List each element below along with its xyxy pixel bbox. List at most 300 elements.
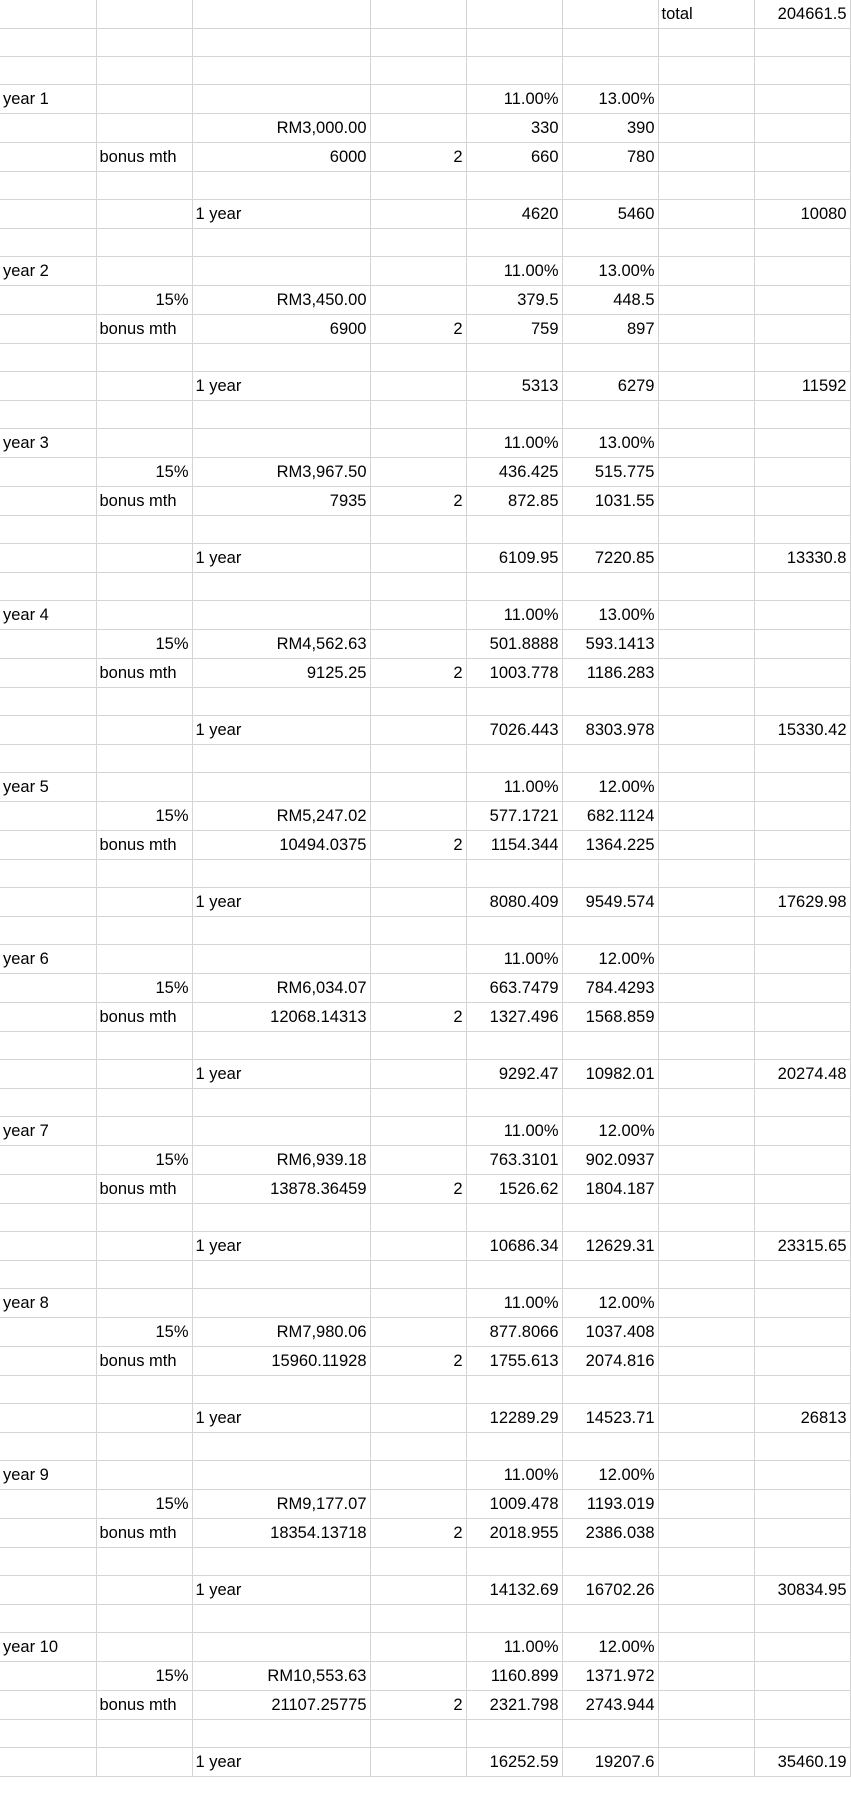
sheet-cell[interactable]: 11.00% [466,773,562,802]
sheet-cell[interactable] [96,1261,192,1289]
sheet-cell[interactable] [0,888,96,917]
sheet-cell[interactable] [658,1691,754,1720]
sheet-cell[interactable] [370,1318,466,1347]
sheet-cell[interactable] [658,1261,754,1289]
sheet-cell[interactable] [370,1146,466,1175]
sheet-cell[interactable] [370,1433,466,1461]
sheet-cell[interactable] [466,229,562,257]
sheet-cell[interactable] [96,716,192,745]
sheet-cell[interactable] [466,172,562,200]
sheet-cell[interactable] [562,860,658,888]
sheet-cell[interactable] [96,172,192,200]
sheet-cell[interactable] [658,1404,754,1433]
sheet-cell[interactable]: 1 year [192,716,370,745]
sheet-cell[interactable] [96,1720,192,1748]
sheet-cell[interactable] [754,1089,850,1117]
sheet-cell[interactable] [370,802,466,831]
sheet-cell[interactable] [754,1519,850,1548]
sheet-cell[interactable]: 2 [370,1347,466,1376]
sheet-cell[interactable]: year 7 [0,1117,96,1146]
sheet-cell[interactable] [0,1433,96,1461]
sheet-cell[interactable] [658,860,754,888]
sheet-cell[interactable]: 1568.859 [562,1003,658,1032]
sheet-cell[interactable] [754,1691,850,1720]
sheet-cell[interactable] [0,1089,96,1117]
sheet-cell[interactable]: 21107.25775 [192,1691,370,1720]
sheet-cell[interactable]: 1 year [192,372,370,401]
sheet-cell[interactable]: 1 year [192,888,370,917]
sheet-cell[interactable] [192,344,370,372]
sheet-cell[interactable] [658,1605,754,1633]
sheet-cell[interactable] [658,1146,754,1175]
sheet-cell[interactable]: 13.00% [562,85,658,114]
sheet-cell[interactable]: 14523.71 [562,1404,658,1433]
sheet-cell[interactable] [0,57,96,85]
sheet-cell[interactable] [0,401,96,429]
sheet-cell[interactable]: 23315.65 [754,1232,850,1261]
sheet-cell[interactable] [754,573,850,601]
sheet-cell[interactable] [466,1376,562,1404]
sheet-cell[interactable] [562,0,658,29]
sheet-cell[interactable] [754,1662,850,1691]
sheet-cell[interactable] [192,1117,370,1146]
sheet-cell[interactable]: 11.00% [466,1289,562,1318]
sheet-cell[interactable] [96,573,192,601]
sheet-cell[interactable] [658,143,754,172]
sheet-cell[interactable]: 15% [96,1146,192,1175]
sheet-cell[interactable] [562,1204,658,1232]
sheet-cell[interactable] [658,1347,754,1376]
sheet-cell[interactable]: 204661.5 [754,0,850,29]
sheet-cell[interactable] [370,429,466,458]
sheet-cell[interactable] [754,1633,850,1662]
sheet-cell[interactable] [370,57,466,85]
sheet-cell[interactable] [754,917,850,945]
sheet-cell[interactable] [0,1376,96,1404]
sheet-cell[interactable] [192,85,370,114]
sheet-cell[interactable] [754,257,850,286]
sheet-cell[interactable]: 15% [96,630,192,659]
sheet-cell[interactable] [658,57,754,85]
sheet-cell[interactable] [192,917,370,945]
sheet-cell[interactable] [466,29,562,57]
sheet-cell[interactable] [754,1461,850,1490]
sheet-cell[interactable] [754,458,850,487]
sheet-cell[interactable] [0,1576,96,1605]
sheet-cell[interactable] [96,688,192,716]
sheet-cell[interactable]: 6109.95 [466,544,562,573]
sheet-cell[interactable]: 2 [370,487,466,516]
sheet-cell[interactable] [96,544,192,573]
sheet-cell[interactable]: 902.0937 [562,1146,658,1175]
sheet-cell[interactable] [658,1433,754,1461]
sheet-cell[interactable] [0,114,96,143]
sheet-cell[interactable] [96,945,192,974]
sheet-cell[interactable] [192,0,370,29]
sheet-cell[interactable] [96,1461,192,1490]
sheet-cell[interactable] [370,1232,466,1261]
sheet-cell[interactable] [658,1576,754,1605]
sheet-cell[interactable]: bonus mth [96,143,192,172]
sheet-cell[interactable] [192,1376,370,1404]
sheet-cell[interactable] [370,1289,466,1318]
sheet-cell[interactable] [754,516,850,544]
sheet-cell[interactable] [562,745,658,773]
sheet-cell[interactable] [658,1289,754,1318]
sheet-cell[interactable] [96,888,192,917]
sheet-cell[interactable] [562,1089,658,1117]
sheet-cell[interactable] [192,1548,370,1576]
sheet-cell[interactable]: RM10,553.63 [192,1662,370,1691]
sheet-cell[interactable] [658,1232,754,1261]
sheet-cell[interactable] [370,85,466,114]
sheet-cell[interactable] [658,1003,754,1032]
sheet-cell[interactable]: 6279 [562,372,658,401]
sheet-cell[interactable]: 16252.59 [466,1748,562,1777]
sheet-cell[interactable]: 1193.019 [562,1490,658,1519]
sheet-cell[interactable] [370,974,466,1003]
sheet-cell[interactable] [370,516,466,544]
sheet-cell[interactable] [658,1519,754,1548]
sheet-cell[interactable] [658,1376,754,1404]
sheet-cell[interactable]: 2018.955 [466,1519,562,1548]
sheet-cell[interactable] [754,487,850,516]
sheet-cell[interactable] [192,1433,370,1461]
sheet-cell[interactable] [0,544,96,573]
sheet-cell[interactable] [754,1490,850,1519]
sheet-cell[interactable] [562,1433,658,1461]
sheet-cell[interactable] [370,544,466,573]
sheet-cell[interactable] [0,1748,96,1777]
sheet-cell[interactable] [96,1089,192,1117]
sheet-cell[interactable] [370,745,466,773]
sheet-cell[interactable]: 9549.574 [562,888,658,917]
sheet-cell[interactable] [754,1261,850,1289]
sheet-cell[interactable]: 2743.944 [562,1691,658,1720]
sheet-cell[interactable]: 1804.187 [562,1175,658,1204]
sheet-cell[interactable]: bonus mth [96,1519,192,1548]
sheet-cell[interactable] [0,630,96,659]
sheet-cell[interactable] [0,229,96,257]
sheet-cell[interactable] [96,257,192,286]
sheet-cell[interactable] [0,860,96,888]
sheet-cell[interactable] [658,516,754,544]
sheet-cell[interactable] [96,57,192,85]
sheet-cell[interactable] [96,401,192,429]
sheet-cell[interactable] [370,286,466,315]
sheet-cell[interactable] [0,29,96,57]
sheet-cell[interactable] [658,1089,754,1117]
sheet-cell[interactable]: 763.3101 [466,1146,562,1175]
sheet-cell[interactable] [0,1032,96,1060]
sheet-cell[interactable]: 12629.31 [562,1232,658,1261]
sheet-cell[interactable] [658,659,754,688]
sheet-cell[interactable] [96,860,192,888]
sheet-cell[interactable] [562,516,658,544]
sheet-cell[interactable] [754,860,850,888]
sheet-cell[interactable] [562,1032,658,1060]
sheet-cell[interactable]: 26813 [754,1404,850,1433]
sheet-cell[interactable]: 1 year [192,1576,370,1605]
sheet-cell[interactable] [96,1633,192,1662]
sheet-cell[interactable]: 501.8888 [466,630,562,659]
sheet-cell[interactable]: 13.00% [562,429,658,458]
sheet-cell[interactable] [0,1347,96,1376]
sheet-cell[interactable] [0,372,96,401]
sheet-cell[interactable] [562,917,658,945]
sheet-cell[interactable] [192,601,370,630]
sheet-cell[interactable] [96,200,192,229]
sheet-cell[interactable] [192,1289,370,1318]
sheet-cell[interactable] [370,1576,466,1605]
sheet-cell[interactable]: 2 [370,1003,466,1032]
sheet-cell[interactable] [466,917,562,945]
sheet-cell[interactable]: year 4 [0,601,96,630]
sheet-cell[interactable] [754,1548,850,1576]
sheet-cell[interactable]: 15% [96,1662,192,1691]
sheet-cell[interactable]: 577.1721 [466,802,562,831]
sheet-cell[interactable]: 379.5 [466,286,562,315]
sheet-cell[interactable]: 2 [370,659,466,688]
sheet-cell[interactable]: 15% [96,458,192,487]
sheet-cell[interactable]: RM6,939.18 [192,1146,370,1175]
sheet-cell[interactable]: bonus mth [96,831,192,860]
sheet-cell[interactable]: 897 [562,315,658,344]
sheet-cell[interactable] [466,1548,562,1576]
sheet-cell[interactable]: 682.1124 [562,802,658,831]
sheet-cell[interactable] [370,945,466,974]
sheet-cell[interactable] [370,344,466,372]
sheet-cell[interactable]: 448.5 [562,286,658,315]
sheet-cell[interactable]: 16702.26 [562,1576,658,1605]
sheet-cell[interactable] [192,1089,370,1117]
sheet-cell[interactable] [754,773,850,802]
sheet-cell[interactable] [754,1289,850,1318]
sheet-cell[interactable]: 1154.344 [466,831,562,860]
sheet-cell[interactable] [96,1032,192,1060]
sheet-cell[interactable] [192,860,370,888]
sheet-cell[interactable] [0,1691,96,1720]
sheet-cell[interactable] [466,1433,562,1461]
sheet-cell[interactable]: 11.00% [466,429,562,458]
sheet-cell[interactable] [658,544,754,573]
sheet-cell[interactable] [96,601,192,630]
sheet-cell[interactable]: 12068.14313 [192,1003,370,1032]
sheet-cell[interactable] [96,745,192,773]
sheet-cell[interactable] [466,860,562,888]
sheet-cell[interactable] [370,1633,466,1662]
sheet-cell[interactable]: 8303.978 [562,716,658,745]
sheet-cell[interactable]: RM3,967.50 [192,458,370,487]
sheet-cell[interactable]: 15% [96,286,192,315]
sheet-cell[interactable] [192,516,370,544]
sheet-cell[interactable] [0,458,96,487]
sheet-cell[interactable] [658,1720,754,1748]
sheet-cell[interactable] [466,573,562,601]
sheet-cell[interactable] [370,458,466,487]
sheet-cell[interactable]: RM3,000.00 [192,114,370,143]
sheet-cell[interactable]: 2 [370,1691,466,1720]
sheet-cell[interactable] [370,1376,466,1404]
sheet-cell[interactable]: 10080 [754,200,850,229]
sheet-cell[interactable] [96,1748,192,1777]
sheet-cell[interactable] [0,659,96,688]
sheet-cell[interactable]: 14132.69 [466,1576,562,1605]
sheet-cell[interactable]: RM3,450.00 [192,286,370,315]
sheet-cell[interactable]: 13.00% [562,257,658,286]
sheet-cell[interactable]: 11.00% [466,601,562,630]
sheet-cell[interactable] [658,888,754,917]
sheet-cell[interactable]: 11.00% [466,85,562,114]
sheet-cell[interactable] [0,344,96,372]
sheet-cell[interactable]: 1371.972 [562,1662,658,1691]
sheet-cell[interactable] [466,688,562,716]
sheet-cell[interactable] [370,1404,466,1433]
sheet-cell[interactable] [0,1175,96,1204]
sheet-cell[interactable] [754,1720,850,1748]
sheet-cell[interactable] [96,344,192,372]
sheet-cell[interactable] [96,114,192,143]
sheet-cell[interactable] [370,773,466,802]
sheet-cell[interactable]: 2 [370,315,466,344]
sheet-cell[interactable] [754,1003,850,1032]
sheet-cell[interactable] [0,1605,96,1633]
sheet-cell[interactable] [658,573,754,601]
sheet-cell[interactable]: 15% [96,1318,192,1347]
sheet-cell[interactable] [0,487,96,516]
sheet-cell[interactable]: 10686.34 [466,1232,562,1261]
sheet-cell[interactable] [0,286,96,315]
sheet-cell[interactable] [192,1261,370,1289]
sheet-cell[interactable] [96,516,192,544]
sheet-cell[interactable] [370,1089,466,1117]
sheet-cell[interactable]: 12.00% [562,1461,658,1490]
sheet-cell[interactable]: 15330.42 [754,716,850,745]
sheet-cell[interactable] [370,688,466,716]
sheet-cell[interactable] [370,1605,466,1633]
sheet-cell[interactable] [370,200,466,229]
sheet-cell[interactable]: bonus mth [96,659,192,688]
sheet-cell[interactable] [658,401,754,429]
sheet-cell[interactable] [96,229,192,257]
sheet-cell[interactable] [466,1720,562,1748]
sheet-cell[interactable] [754,1032,850,1060]
sheet-cell[interactable] [658,372,754,401]
sheet-cell[interactable] [192,1461,370,1490]
sheet-cell[interactable] [0,831,96,860]
sheet-cell[interactable]: year 5 [0,773,96,802]
sheet-cell[interactable]: 5460 [562,200,658,229]
sheet-cell[interactable]: 780 [562,143,658,172]
sheet-cell[interactable]: 1037.408 [562,1318,658,1347]
sheet-cell[interactable]: 12.00% [562,1289,658,1318]
sheet-cell[interactable] [658,917,754,945]
sheet-cell[interactable] [658,458,754,487]
sheet-cell[interactable] [0,1060,96,1089]
sheet-cell[interactable] [466,1032,562,1060]
sheet-cell[interactable]: 1009.478 [466,1490,562,1519]
sheet-cell[interactable]: RM7,980.06 [192,1318,370,1347]
sheet-cell[interactable] [754,1376,850,1404]
sheet-cell[interactable] [0,917,96,945]
sheet-cell[interactable]: 1 year [192,1232,370,1261]
sheet-cell[interactable] [192,401,370,429]
sheet-cell[interactable] [658,229,754,257]
sheet-cell[interactable]: 13.00% [562,601,658,630]
sheet-cell[interactable] [192,29,370,57]
sheet-cell[interactable] [370,1204,466,1232]
sheet-cell[interactable]: 5313 [466,372,562,401]
sheet-cell[interactable] [0,573,96,601]
sheet-cell[interactable] [562,1261,658,1289]
sheet-cell[interactable] [562,57,658,85]
sheet-cell[interactable]: 20274.48 [754,1060,850,1089]
sheet-cell[interactable]: 10982.01 [562,1060,658,1089]
sheet-cell[interactable]: 1031.55 [562,487,658,516]
sheet-cell[interactable] [562,172,658,200]
sheet-cell[interactable]: 663.7479 [466,974,562,1003]
sheet-cell[interactable] [370,0,466,29]
sheet-cell[interactable]: 9125.25 [192,659,370,688]
sheet-cell[interactable] [754,745,850,773]
sheet-cell[interactable] [96,1404,192,1433]
sheet-cell[interactable] [96,1376,192,1404]
sheet-cell[interactable] [754,429,850,458]
sheet-cell[interactable]: 12.00% [562,1633,658,1662]
sheet-cell[interactable] [658,344,754,372]
sheet-cell[interactable] [466,1089,562,1117]
sheet-cell[interactable]: 9292.47 [466,1060,562,1089]
sheet-cell[interactable]: bonus mth [96,1691,192,1720]
sheet-cell[interactable]: 1 year [192,200,370,229]
sheet-cell[interactable] [466,0,562,29]
sheet-cell[interactable] [658,1548,754,1576]
sheet-cell[interactable]: 2386.038 [562,1519,658,1548]
sheet-cell[interactable]: 330 [466,114,562,143]
sheet-cell[interactable] [562,573,658,601]
sheet-cell[interactable] [0,1720,96,1748]
sheet-cell[interactable]: RM4,562.63 [192,630,370,659]
sheet-cell[interactable] [370,229,466,257]
sheet-cell[interactable]: year 10 [0,1633,96,1662]
sheet-cell[interactable] [96,85,192,114]
sheet-cell[interactable] [96,1204,192,1232]
sheet-cell[interactable] [96,1289,192,1318]
sheet-cell[interactable]: 436.425 [466,458,562,487]
sheet-cell[interactable] [658,831,754,860]
sheet-cell[interactable] [658,773,754,802]
sheet-cell[interactable] [192,257,370,286]
sheet-cell[interactable] [96,29,192,57]
sheet-cell[interactable] [96,1576,192,1605]
sheet-cell[interactable] [0,1146,96,1175]
sheet-cell[interactable] [562,1376,658,1404]
sheet-cell[interactable]: 4620 [466,200,562,229]
sheet-cell[interactable]: 15% [96,974,192,1003]
sheet-cell[interactable]: 515.775 [562,458,658,487]
sheet-cell[interactable] [370,630,466,659]
sheet-cell[interactable]: 12.00% [562,1117,658,1146]
sheet-cell[interactable] [658,1318,754,1347]
sheet-cell[interactable]: 759 [466,315,562,344]
sheet-cell[interactable] [0,1490,96,1519]
sheet-cell[interactable] [370,114,466,143]
sheet-cell[interactable] [466,344,562,372]
sheet-cell[interactable] [370,1662,466,1691]
sheet-cell[interactable]: 2074.816 [562,1347,658,1376]
sheet-cell[interactable]: 15% [96,802,192,831]
sheet-cell[interactable]: 18354.13718 [192,1519,370,1548]
